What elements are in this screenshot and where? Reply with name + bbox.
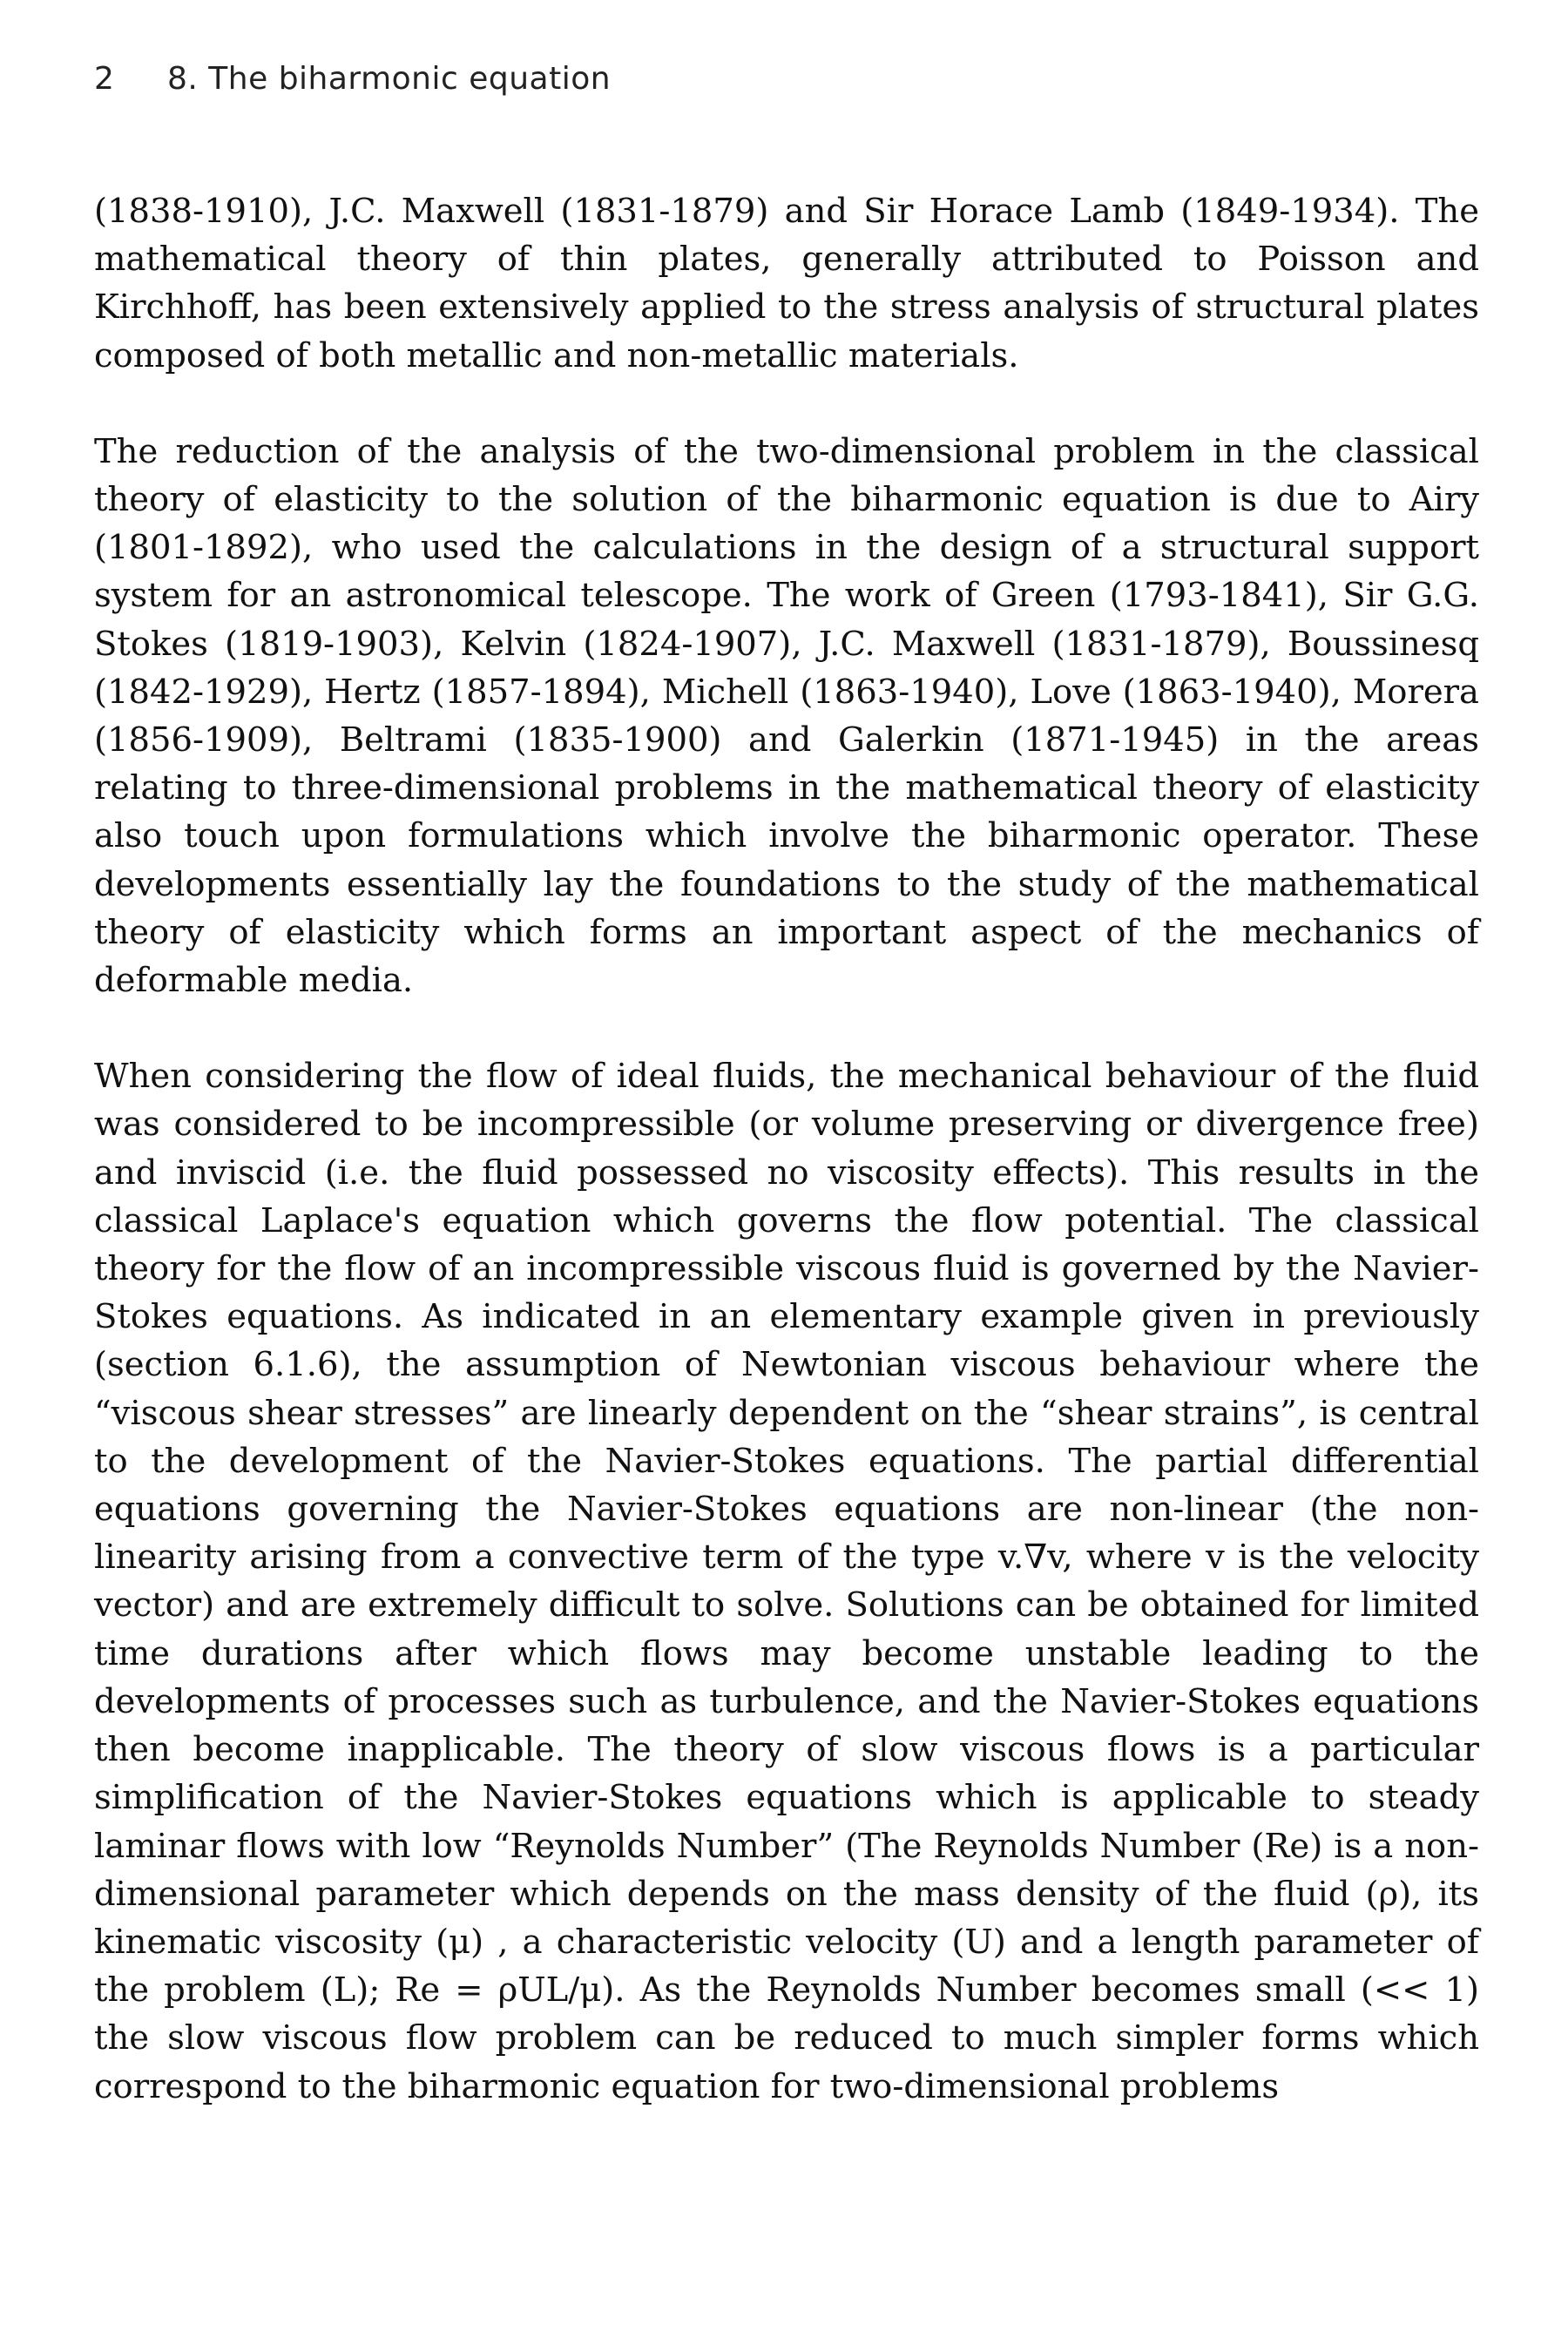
paragraph-elasticity-history: The reduction of the analysis of the two-dimensional problem in the classical theory of elasticity to the solution of the biharmonic equation is due to Airy (1801-1892), who used the calculations in the design of a structural support system for an astronomical telescope. The work of Green (1793-1841), Sir G.G. Stokes (1819-1903), Kelvin (1824-1907), J.C. Maxwell (1831-1879), Boussinesq (1842-1929), Hertz (1857-1894), Michell (1863-1940), Love (1863-1940), Morera (1856-1909), Beltrami (1835-1900) and Galerkin (1871-1945) in the areas relating to three-dimensional problems in the mathematical theory of elasticity also touch upon formulations which involve the biharmonic operator. These developments essentially lay the foundations to the study of the mathematical theory of elasticity which forms an important aspect of the mechanics of deformable media.: [94, 431, 1479, 1001]
running-title: 8. The biharmonic equation: [167, 61, 612, 97]
body-text: [94, 187, 1479, 2111]
page-number: 2: [94, 61, 115, 97]
running-header: [94, 61, 1479, 113]
book-page: [94, 61, 1479, 2111]
paragraph-history-continued: (1838-1910), J.C. Maxwell (1831-1879) and Sir Horace Lamb (1849-1934). The mathematical theory of thin plates, generally attributed to Poisson and Kirchhoff, has been extensively applied to the stress analysis of structural plates composed of both metallic and non-metallic materials.: [94, 192, 1479, 375]
paragraph-viscous-flow: When considering the flow of ideal fluids, the mechanical behaviour of the fluid was considered to be incompressible (or volume preserving or divergence free) and inviscid (i.e. the fluid possessed no viscosity effects). This results in the classical Laplace's equation which governs the flow potential. The classical theory for the flow of an incompressible viscous fluid is governed by the Navier-Stokes equations. As indicated in an elementary example given in previously (section 6.1.6), the assumption of Newtonian viscous behaviour where the “viscous shear stresses” are linearly dependent on the “shear strains”, is central to the development of the Navier-Stokes equations. The partial differential equations governing the Navier-Stokes equations are non-linear (the non-linearity arising from a convective term of the type v.∇v, where v is the velocity vector) and are extremely difficult to solve. Solutions can be obtained for limited time durations after which flows may become unstable leading to the developments of processes such as turbulence, and the Navier-Stokes equations then become inapplicable. The theory of slow viscous flows is a particular simplification of the Navier-Stokes equations which is applicable to steady laminar flows with low “Reynolds Number” (The Reynolds Number (Re) is a non-dimensional parameter which depends on the mass density of the fluid (ρ), its kinematic viscosity (μ) , a characteristic velocity (U) and a length parameter of the problem (L); Re = ρUL/μ). As the Reynolds Number becomes small (<< 1) the slow viscous flow problem can be reduced to much simpler forms which correspond to the biharmonic equation for two-dimensional problems: [94, 1057, 1479, 2106]
